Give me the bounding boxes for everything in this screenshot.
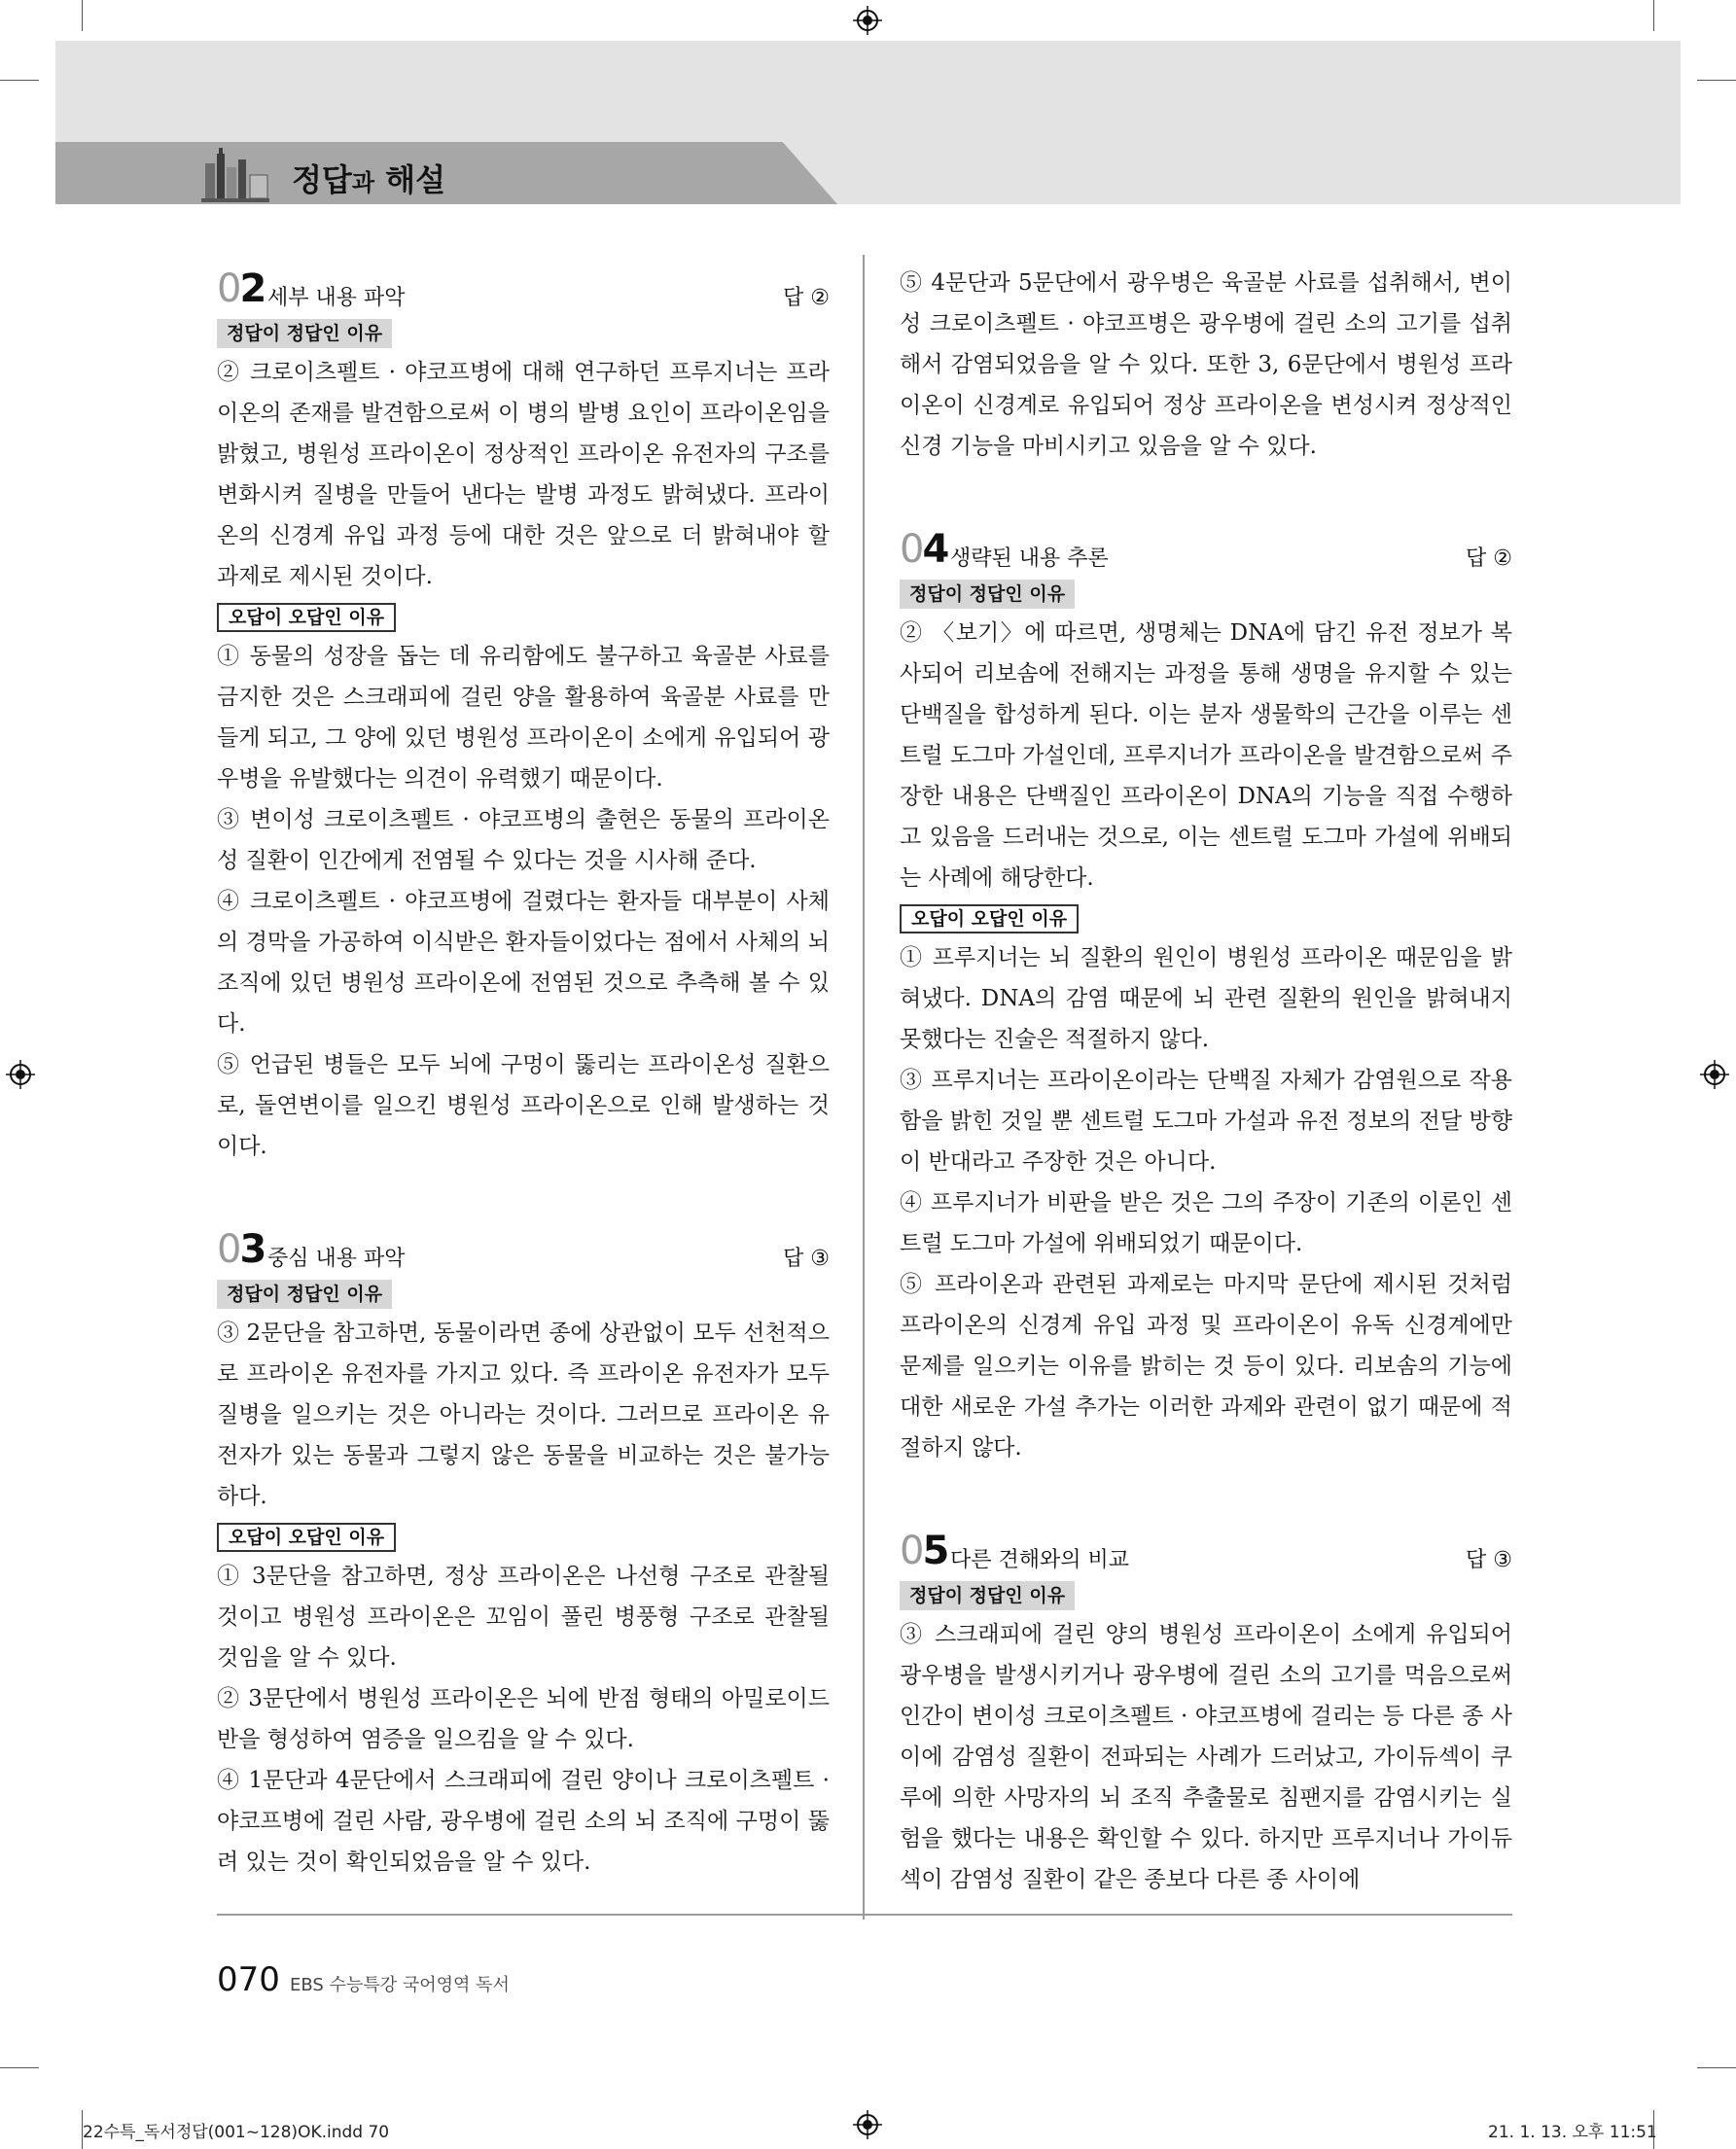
- bottom-rule: [217, 1914, 1512, 1916]
- question-title: 다른 견해와의 비교: [950, 1548, 1130, 1572]
- correct-reason-tag: 정답이 정답인 이유: [900, 1581, 1075, 1610]
- left-column: [217, 263, 830, 1883]
- wrong-reason-item: ⑤ 프라이온과 관련된 과제로는 마지막 문단에 제시된 것처럼 프라이온의 신경계 유입 과정 및 프라이온이 유독 신경계에만 문제를 일으키는 이유를 밝히는 것 등이 있다. 리보솜의 기능에 대한 새로운 가설 추가는 이러한 과제와 관련이 없기 때문에 적절하지 않다.: [900, 1272, 1512, 1461]
- wrong-reason-item: ② 3문단에서 병원성 프라이온은 뇌에 반점 형태의 아밀로이드반을 형성하여 염증을 일으킴을 알 수 있다.: [217, 1686, 830, 1752]
- crop-line: [1697, 80, 1736, 81]
- wrong-reason-item: ① 3문단을 참고하면, 정상 프라이온은 나선형 구조로 관찰될 것이고 병원성 프라이온은 꼬임이 풀린 병풍형 구조로 관찰될 것임을 알 수 있다.: [217, 1564, 830, 1671]
- print-slug-timestamp: 21. 1. 13. 오후 11:51: [1488, 2123, 1657, 2142]
- print-slug-filename: 22수특_독서정답(001~128)OK.indd 70: [83, 2123, 390, 2142]
- column-divider: [863, 255, 865, 1920]
- correct-reason-text: ② 〈보기〉에 따르면, 생명체는 DNA에 담긴 유전 정보가 복사되어 리보솜에 전해지는 과정을 통해 생명을 유지할 수 있는 단백질을 합성하게 된다. 이는 분자 생물학의 근간을 이루는 센트럴 도그마 가설인데, 프루지너가 프라이온을 발견함으로써 주장한 내용은 단백질인 프라이온이 DNA의 기능을 직접 수행하고 있음을 드러내는 것으로, 이는 센트럴 도그마 가설에 위배되는 사례에 해당한다.: [900, 620, 1512, 891]
- answer-label: 답 ②: [783, 286, 830, 310]
- wrong-reason-item: ① 프루지너는 뇌 질환의 원인이 병원성 프라이온 때문임을 밝혀냈다. DNA의 감염 때문에 뇌 관련 질환의 원인을 밝혀내지 못했다는 진술은 적절하지 않다.: [900, 945, 1512, 1052]
- answer-label: 답 ③: [783, 1247, 830, 1271]
- header-tab: [55, 142, 837, 204]
- question-number: 04: [900, 527, 948, 572]
- registration-mark-icon: [853, 2110, 882, 2139]
- wrong-reason-tag: 오답이 오답인 이유: [217, 1523, 396, 1552]
- crop-line: [1653, 0, 1654, 31]
- correct-reason-tag: 정답이 정답인 이유: [217, 1280, 392, 1309]
- question-title: 세부 내용 파악: [267, 286, 406, 310]
- correct-reason-tag: 정답이 정답인 이유: [900, 580, 1075, 609]
- question-title: 생략된 내용 추론: [950, 546, 1109, 571]
- correct-reason-text: ② 크로이츠펠트 · 야코프병에 대해 연구하던 프루지너는 프라이온의 존재를 발견함으로써 이 병의 발병 요인이 프라이온임을 밝혔고, 병원성 프라이온이 정상적인 프라이온 유전자의 구조를 변화시켜 질병을 만들어 낸다는 발병 과정도 밝혀냈다. 프라이온의 신경계 유입 과정 등에 대한 것은 앞으로 더 밝혀내야 할 과제로 제시된 것이다.: [217, 360, 830, 589]
- carryover-text: ⑤ 4문단과 5문단에서 광우병은 육골분 사료를 섭취해서, 변이성 크로이츠펠트 · 야코프병은 광우병에 걸린 소의 고기를 섭취해서 감염되었음을 알 수 있다. 또한 3, 6문단에서 병원성 프라이온이 신경계로 유입되어 정상 프라이온을 변성시켜 정상적인 신경 기능을 마비시키고 있음을 알 수 있다.: [900, 270, 1512, 459]
- wrong-reason-item: ⑤ 언급된 병들은 모두 뇌에 구멍이 뚫리는 프라이온성 질환으로, 돌연변이를 일으킨 병원성 프라이온으로 인해 발생하는 것이다.: [217, 1052, 830, 1159]
- question-header-03: [217, 1229, 830, 1274]
- correct-reason-text: ③ 2문단을 참고하면, 동물이라면 종에 상관없이 모두 선천적으로 프라이온 유전자를 가지고 있다. 즉 프라이온 유전자가 모두 질병을 일으키는 것은 아니라는 것이다. 그러므로 프라이온 유전자가 있는 동물과 그렇지 않은 동물을 비교하는 것은 불가능하다.: [217, 1321, 830, 1509]
- book-title: EBS 수능특강 국어영역 독서: [290, 1975, 510, 1995]
- question-title: 중심 내용 파악: [267, 1247, 406, 1271]
- question-header-04: [900, 529, 1512, 574]
- right-column: [900, 263, 1512, 1900]
- crop-line: [82, 0, 83, 31]
- answer-label: 답 ②: [1466, 546, 1512, 571]
- crop-line: [0, 80, 39, 81]
- correct-reason-tag: 정답이 정답인 이유: [217, 319, 392, 348]
- wrong-reason-item: ① 동물의 성장을 돕는 데 유리함에도 불구하고 육골분 사료를 금지한 것은 스크래피에 걸린 양을 활용하여 육골분 사료를 만들게 되고, 그 양에 있던 병원성 프라이온이 소에게 유입되어 광우병을 유발했다는 의견이 유력했기 때문이다.: [217, 644, 830, 792]
- wrong-reason-item: ④ 크로이츠펠트 · 야코프병에 걸렸다는 환자들 대부분이 사체의 경막을 가공하여 이식받은 환자들이었다는 점에서 사체의 뇌 조직에 있던 병원성 프라이온에 전염된 것으로 추측해 볼 수 있다.: [217, 889, 830, 1037]
- page-number: 070: [217, 1960, 280, 1999]
- answer-label: 답 ③: [1466, 1548, 1512, 1572]
- question-number: 02: [217, 266, 266, 311]
- question-number: 05: [900, 1529, 948, 1573]
- crop-line: [0, 2067, 39, 2068]
- wrong-reason-item: ④ 프루지너가 비판을 받은 것은 그의 주장이 기존의 이론인 센트럴 도그마 가설에 위배되었기 때문이다.: [900, 1190, 1512, 1256]
- page-title: 정답과 해설: [292, 161, 445, 198]
- question-header-02: [217, 268, 830, 313]
- wrong-reason-item: ③ 프루지너는 프라이온이라는 단백질 자체가 감염원으로 작용함을 밝힌 것일 뿐 센트럴 도그마 가설과 유전 정보의 전달 방향이 반대라고 주장한 것은 아니다.: [900, 1068, 1512, 1175]
- registration-mark-icon: [1700, 1060, 1729, 1089]
- question-number: 03: [217, 1227, 266, 1272]
- wrong-reason-item: ④ 1문단과 4문단에서 스크래피에 걸린 양이나 크로이츠펠트 · 야코프병에 걸린 사람, 광우병에 걸린 소의 뇌 조직에 구멍이 뚫려 있는 것이 확인되었음을 알 수 있다.: [217, 1768, 830, 1875]
- books-icon: [199, 144, 271, 204]
- question-header-05: [900, 1531, 1512, 1575]
- correct-reason-text: ③ 스크래피에 걸린 양의 병원성 프라이온이 소에게 유입되어 광우병을 발생시키거나 광우병에 걸린 소의 고기를 먹음으로써 인간이 변이성 크로이츠펠트 · 야코프병에 걸리는 등 다른 종 사이에 감염성 질환이 전파되는 사례가 드러났고, 가이듀섹이 쿠루에 의한 사망자의 뇌 조직 추출물로 침팬지를 감염시키는 실험을 했다는 내용은 확인할 수 있다. 하지만 프루지너나 가이듀섹이 감염성 질환이 같은 종보다 다른 종 사이에: [900, 1622, 1512, 1892]
- wrong-reason-tag: 오답이 오답인 이유: [217, 603, 396, 632]
- registration-mark-icon: [6, 1060, 35, 1089]
- registration-mark-icon: [853, 6, 882, 35]
- wrong-reason-item: ③ 변이성 크로이츠펠트 · 야코프병의 출현은 동물의 프라이온성 질환이 인간에게 전염될 수 있다는 것을 시사해 준다.: [217, 807, 830, 873]
- crop-line: [1697, 2067, 1736, 2068]
- wrong-reason-tag: 오답이 오답인 이유: [900, 904, 1079, 934]
